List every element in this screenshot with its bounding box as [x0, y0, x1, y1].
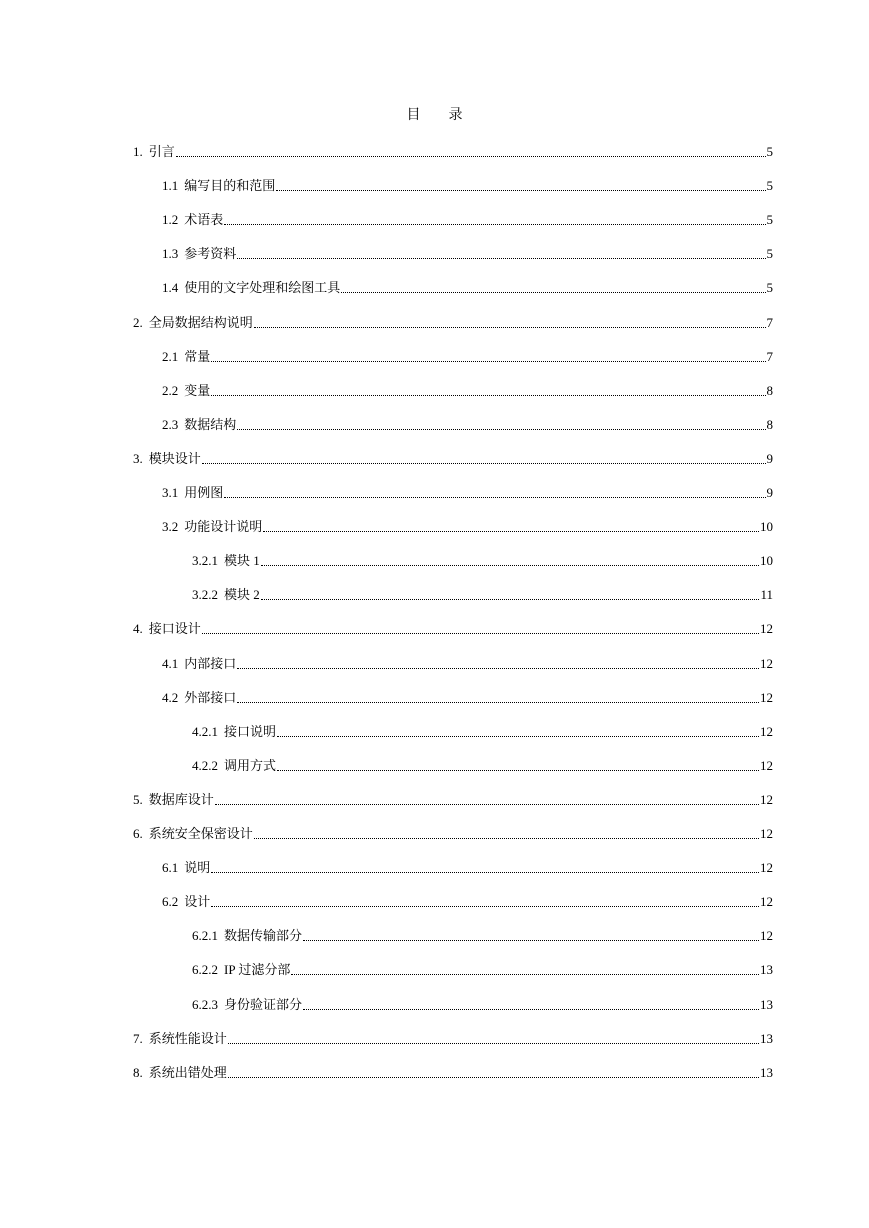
toc-entry-page-number: 5: [766, 246, 773, 262]
toc-entry[interactable]: [133, 142, 773, 162]
toc-dot-leader: [261, 599, 760, 600]
toc-entry[interactable]: [162, 278, 773, 298]
toc-entry-number: 3.2.1: [192, 553, 218, 569]
toc-entry-label: 外部接口: [184, 689, 237, 705]
toc-dot-leader: [202, 463, 766, 464]
toc-entry[interactable]: [192, 995, 773, 1015]
toc-entry-page-number: 7: [766, 314, 773, 330]
toc-dot-leader: [277, 770, 759, 771]
toc-entry-page-number: 5: [766, 212, 773, 228]
toc-entry[interactable]: [192, 960, 773, 980]
toc-dot-leader: [224, 224, 765, 225]
toc-entry-number: 3.2.2: [192, 587, 218, 603]
toc-entry-page-number: 12: [760, 621, 773, 637]
toc-entry-number: 6.2.1: [192, 928, 218, 944]
toc-entry[interactable]: [133, 619, 773, 639]
toc-entry-label: 内部接口: [184, 655, 237, 671]
toc-entry-page-number: 12: [760, 757, 773, 773]
toc-entry-label: 常量: [184, 348, 211, 364]
toc-entry-number: 2.3: [162, 416, 179, 432]
toc-entry[interactable]: [162, 210, 773, 230]
toc-entry[interactable]: [162, 415, 773, 435]
toc-entry-number: 1.2: [162, 212, 179, 228]
toc-entry-page-number: 11: [760, 587, 773, 603]
toc-entry-label: 设计: [184, 894, 211, 910]
toc-entry-label: 调用方式: [224, 757, 277, 773]
toc-entry-number: 6.2: [162, 894, 179, 910]
toc-entry-number: 2.2: [162, 382, 179, 398]
toc-entry[interactable]: [162, 517, 773, 537]
toc-entry-label: 参考资料: [184, 246, 237, 262]
toc-dot-leader: [254, 838, 759, 839]
toc-entry-number: 2.: [133, 314, 143, 330]
toc-dot-leader: [291, 974, 759, 975]
toc-entry-label: 模块设计: [148, 450, 201, 466]
toc-entry[interactable]: [133, 1029, 773, 1049]
toc-entry-label: 身份验证部分: [224, 996, 303, 1012]
toc-entry[interactable]: [162, 381, 773, 401]
toc-entry[interactable]: [162, 858, 773, 878]
toc-entry-label: 用例图: [184, 485, 224, 500]
toc-entry-page-number: 10: [760, 553, 773, 569]
toc-entry-label: 说明: [184, 860, 211, 876]
toc-entry-page-number: 12: [760, 826, 773, 841]
toc-entry-label: 系统安全保密设计: [148, 826, 253, 841]
toc-entry[interactable]: [192, 722, 773, 742]
toc-entry[interactable]: [192, 585, 773, 605]
toc-entry-page-number: 5: [766, 144, 773, 159]
toc-entry-page-number: 9: [766, 485, 773, 500]
toc-dot-leader: [276, 190, 765, 191]
toc-entry-number: 4.2.1: [192, 723, 218, 739]
toc-dot-leader: [211, 395, 765, 396]
toc-entry-number: 1.: [133, 144, 143, 159]
toc-entry-label: 数据结构: [184, 416, 237, 432]
toc-entry-page-number: 12: [760, 655, 773, 671]
toc-entry-number: 6.: [133, 826, 143, 841]
toc-entry-number: 6.2.2: [192, 962, 218, 978]
toc-entry[interactable]: [162, 892, 773, 912]
toc-entry[interactable]: [162, 176, 773, 196]
toc-entry-page-number: 12: [760, 791, 773, 807]
toc-entry-number: 3.1: [162, 485, 179, 500]
toc-dot-leader: [215, 804, 759, 805]
toc-entry[interactable]: [133, 790, 773, 810]
toc-entry[interactable]: [133, 313, 773, 333]
toc-entry-label: 模块 2: [224, 587, 260, 603]
toc-entry-label: 接口说明: [224, 723, 277, 739]
toc-dot-leader: [237, 429, 765, 430]
toc-entry-label: 模块 1: [224, 553, 260, 569]
toc-entry[interactable]: [192, 926, 773, 946]
toc-dot-leader: [237, 258, 765, 259]
toc-entry-page-number: 12: [760, 894, 773, 910]
toc-entry-page-number: 13: [760, 996, 773, 1012]
toc-entry-label: 术语表: [184, 212, 224, 228]
toc-dot-leader: [211, 361, 765, 362]
toc-entry-page-number: 12: [760, 723, 773, 739]
toc-dot-leader: [211, 906, 759, 907]
toc-entry-number: 1.1: [162, 178, 179, 194]
toc-entry-label: 系统性能设计: [148, 1030, 227, 1046]
toc-entry-number: 4.2.2: [192, 757, 218, 773]
toc-dot-leader: [237, 702, 759, 703]
toc-dot-leader: [261, 565, 759, 566]
toc-entry-page-number: 9: [766, 450, 773, 466]
toc-entry-label: 编写目的和范围: [184, 178, 276, 194]
toc-entry[interactable]: [133, 449, 773, 469]
toc-entry-number: 4.: [133, 621, 143, 637]
toc-entry-label: 系统出错处理: [148, 1064, 227, 1080]
toc-entry-page-number: 5: [766, 280, 773, 296]
toc-entry-number: 8.: [133, 1064, 143, 1080]
toc-entry-label: 接口设计: [148, 621, 201, 637]
toc-entry-label: 全局数据结构说明: [148, 314, 253, 330]
toc-entry-label: 引言: [148, 144, 175, 159]
toc-entry[interactable]: [162, 654, 773, 674]
toc-dot-leader: [176, 156, 766, 157]
toc-entry-page-number: 13: [760, 962, 773, 978]
page-title: 目 录: [406, 108, 463, 123]
toc-entry-page-number: 10: [760, 519, 773, 535]
toc-entry-label: 数据库设计: [148, 791, 214, 807]
toc-dot-leader: [211, 872, 759, 873]
toc-entry[interactable]: [162, 347, 773, 367]
toc-entry-number: 4.1: [162, 655, 179, 671]
toc-entry-page-number: 13: [760, 1030, 773, 1046]
toc-entry-number: 1.4: [162, 280, 179, 296]
toc-entry[interactable]: [162, 244, 773, 264]
toc-entry-number: 6.2.3: [192, 996, 218, 1012]
toc-entry-label: 数据传输部分: [224, 928, 303, 944]
toc-entry-page-number: 7: [766, 348, 773, 364]
toc-entry-page-number: 8: [766, 382, 773, 398]
toc-dot-leader: [341, 292, 765, 293]
toc-dot-leader: [202, 633, 759, 634]
toc-dot-leader: [303, 1009, 759, 1010]
toc-entry-number: 3.: [133, 450, 143, 466]
toc-entry[interactable]: [133, 824, 773, 844]
toc-entry-page-number: 12: [760, 860, 773, 876]
toc-entry-number: 5.: [133, 791, 143, 807]
toc-entry-page-number: 12: [760, 689, 773, 705]
toc-entry-label: IP 过滤分部: [224, 962, 291, 978]
toc-dot-leader: [263, 531, 759, 532]
toc-dot-leader: [277, 736, 759, 737]
toc-entry[interactable]: [162, 483, 773, 503]
toc-entry-label: 使用的文字处理和绘图工具: [184, 280, 341, 296]
toc-entry-number: 7.: [133, 1030, 143, 1046]
toc-entry-page-number: 5: [766, 178, 773, 194]
toc-dot-leader: [303, 940, 759, 941]
toc-entry-label: 变量: [184, 382, 211, 398]
toc-entry-number: 4.2: [162, 689, 179, 705]
toc-entry[interactable]: [162, 688, 773, 708]
toc-entry-number: 6.1: [162, 860, 179, 876]
toc-entry-page-number: 13: [760, 1064, 773, 1080]
toc-entry[interactable]: [133, 1063, 773, 1083]
toc-entry-number: 3.2: [162, 519, 179, 535]
toc-dot-leader: [254, 327, 766, 328]
toc-entry-number: 1.3: [162, 246, 179, 262]
toc-dot-leader: [228, 1077, 759, 1078]
toc-entry[interactable]: [192, 756, 773, 776]
toc-entry-page-number: 12: [760, 928, 773, 944]
toc-entry-page-number: 8: [766, 416, 773, 432]
toc-dot-leader: [224, 497, 765, 498]
toc-dot-leader: [237, 668, 759, 669]
toc-entry[interactable]: [192, 551, 773, 571]
toc-entry-label: 功能设计说明: [184, 519, 263, 535]
toc-dot-leader: [228, 1043, 759, 1044]
toc-entry-number: 2.1: [162, 348, 179, 364]
